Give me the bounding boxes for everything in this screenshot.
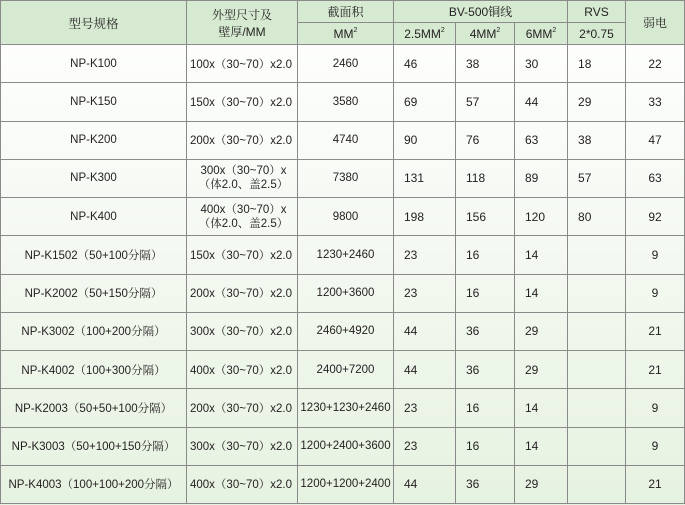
table-row bbox=[1, 45, 685, 83]
cell-dimension-line: 300x（30~70）x2.0 bbox=[190, 326, 292, 339]
cell-bv-4: 118 bbox=[456, 159, 515, 197]
header-rvs-sub: 2*0.75 bbox=[568, 23, 626, 45]
cell-bv-4: 16 bbox=[456, 389, 515, 427]
bv-6-label: 6MM bbox=[525, 26, 553, 41]
header-bv-group: BV-500铜线 bbox=[394, 1, 568, 23]
cell-model: NP-K3003（50+100+150分隔） bbox=[1, 427, 187, 465]
table-row bbox=[1, 312, 685, 350]
cell-dimension-line: 400x（30~70）x2.0 bbox=[190, 364, 292, 377]
cell-area: 2460 bbox=[298, 45, 394, 83]
cell-weak: 9 bbox=[626, 274, 685, 312]
cell-bv-6: 63 bbox=[515, 121, 568, 159]
cell-bv-4: 76 bbox=[456, 121, 515, 159]
cell-rvs bbox=[568, 312, 626, 350]
cell-dimension bbox=[187, 274, 298, 312]
header-rvs: RVS bbox=[568, 1, 626, 23]
cell-model: NP-K400 bbox=[1, 198, 187, 236]
cell-area: 4740 bbox=[298, 121, 394, 159]
bv-4-label: 4MM bbox=[469, 26, 497, 41]
cell-dimension-line: 300x（30~70）x2.0 bbox=[190, 441, 292, 454]
cell-bv-2-5: 46 bbox=[394, 45, 456, 83]
cell-dimension bbox=[187, 351, 298, 389]
cell-bv-6: 29 bbox=[515, 351, 568, 389]
cell-bv-2-5: 23 bbox=[394, 427, 456, 465]
table-row bbox=[1, 83, 685, 121]
table-row bbox=[1, 274, 685, 312]
header-bv-2-5 bbox=[394, 23, 456, 45]
cell-dimension-line: 300x（30~70）x bbox=[200, 165, 287, 178]
table-row bbox=[1, 121, 685, 159]
header-area-unit bbox=[298, 23, 394, 45]
cell-weak: 47 bbox=[626, 121, 685, 159]
table-row bbox=[1, 198, 685, 236]
cell-bv-4: 36 bbox=[456, 351, 515, 389]
cell-weak: 92 bbox=[626, 198, 685, 236]
cell-dimension-line: 100x（30~70）x2.0 bbox=[190, 58, 292, 71]
cell-dimension-line: 200x（30~70）x2.0 bbox=[190, 288, 292, 301]
cell-bv-6: 14 bbox=[515, 389, 568, 427]
cell-model: NP-K200 bbox=[1, 121, 187, 159]
cell-weak: 21 bbox=[626, 312, 685, 350]
cell-dimension bbox=[187, 121, 298, 159]
header-dimension bbox=[187, 1, 298, 45]
header-dimension-line2: 壁厚/MM bbox=[218, 24, 266, 39]
cell-bv-2-5: 23 bbox=[394, 274, 456, 312]
header-weak: 弱电 bbox=[626, 1, 685, 45]
bv-2-5-label: 2.5MM bbox=[404, 26, 441, 41]
bv-2-5-sup: 2 bbox=[440, 26, 445, 34]
cell-bv-2-5: 23 bbox=[394, 389, 456, 427]
cell-bv-4: 38 bbox=[456, 45, 515, 83]
cell-bv-4: 16 bbox=[456, 274, 515, 312]
cell-bv-4: 36 bbox=[456, 465, 515, 503]
cell-dimension bbox=[187, 198, 298, 236]
cell-rvs: 18 bbox=[568, 45, 626, 83]
cell-dimension-line: 400x（30~70）x2.0 bbox=[190, 479, 292, 492]
table-row bbox=[1, 351, 685, 389]
cell-area: 1200+2400+3600 bbox=[298, 427, 394, 465]
table-row bbox=[1, 427, 685, 465]
cell-bv-2-5: 131 bbox=[394, 159, 456, 197]
cell-model: NP-K2003（50+50+100分隔） bbox=[1, 389, 187, 427]
cell-weak: 21 bbox=[626, 465, 685, 503]
cell-model: NP-K1502（50+100分隔） bbox=[1, 236, 187, 274]
cell-bv-6: 14 bbox=[515, 236, 568, 274]
cell-bv-4: 156 bbox=[456, 198, 515, 236]
cell-bv-6: 89 bbox=[515, 159, 568, 197]
cell-area: 1200+3600 bbox=[298, 274, 394, 312]
cell-dimension bbox=[187, 83, 298, 121]
cell-dimension bbox=[187, 389, 298, 427]
cell-area: 1230+2460 bbox=[298, 236, 394, 274]
cell-bv-6: 14 bbox=[515, 274, 568, 312]
cell-dimension bbox=[187, 159, 298, 197]
cell-bv-2-5: 44 bbox=[394, 312, 456, 350]
cell-area: 2400+7200 bbox=[298, 351, 394, 389]
cell-weak: 21 bbox=[626, 351, 685, 389]
cell-bv-6: 44 bbox=[515, 83, 568, 121]
spec-table-body bbox=[1, 45, 685, 504]
cell-dimension-line: 400x（30~70）x bbox=[200, 203, 287, 216]
cell-model: NP-K300 bbox=[1, 159, 187, 197]
cell-area: 7380 bbox=[298, 159, 394, 197]
cell-weak: 22 bbox=[626, 45, 685, 83]
cell-bv-6: 14 bbox=[515, 427, 568, 465]
cell-model: NP-K4002（100+300分隔） bbox=[1, 351, 187, 389]
cell-dimension-line: （体2.0、盖2.5） bbox=[198, 179, 289, 192]
cell-bv-4: 16 bbox=[456, 427, 515, 465]
cell-rvs bbox=[568, 389, 626, 427]
cell-dimension-line: 150x（30~70）x2.0 bbox=[190, 249, 292, 262]
table-row bbox=[1, 236, 685, 274]
cell-model: NP-K3002（100+200分隔） bbox=[1, 312, 187, 350]
cell-model: NP-K2002（50+150分隔） bbox=[1, 274, 187, 312]
cell-rvs bbox=[568, 351, 626, 389]
cell-model: NP-K100 bbox=[1, 45, 187, 83]
cell-weak: 33 bbox=[626, 83, 685, 121]
cell-bv-2-5: 44 bbox=[394, 465, 456, 503]
cell-model: NP-K150 bbox=[1, 83, 187, 121]
cell-bv-4: 16 bbox=[456, 236, 515, 274]
cell-bv-6: 30 bbox=[515, 45, 568, 83]
table-row bbox=[1, 159, 685, 197]
bv-6-sup: 2 bbox=[552, 26, 557, 34]
cell-rvs bbox=[568, 236, 626, 274]
cell-dimension bbox=[187, 312, 298, 350]
cell-bv-2-5: 44 bbox=[394, 351, 456, 389]
cell-weak: 63 bbox=[626, 159, 685, 197]
area-unit-sup: 2 bbox=[353, 26, 358, 34]
cell-weak: 9 bbox=[626, 236, 685, 274]
header-area: 截面积 bbox=[298, 1, 394, 23]
cell-weak: 9 bbox=[626, 427, 685, 465]
cell-bv-2-5: 69 bbox=[394, 83, 456, 121]
cell-dimension bbox=[187, 236, 298, 274]
cell-bv-6: 29 bbox=[515, 465, 568, 503]
cell-dimension bbox=[187, 45, 298, 83]
cell-dimension-line: 150x（30~70）x2.0 bbox=[190, 96, 292, 109]
cell-bv-6: 120 bbox=[515, 198, 568, 236]
cell-bv-4: 36 bbox=[456, 312, 515, 350]
cell-bv-2-5: 23 bbox=[394, 236, 456, 274]
cell-area: 3580 bbox=[298, 83, 394, 121]
cell-rvs bbox=[568, 274, 626, 312]
header-bv-4 bbox=[456, 23, 515, 45]
cell-dimension-line: （体2.0、盖2.5） bbox=[198, 217, 289, 230]
cell-rvs bbox=[568, 465, 626, 503]
cell-area: 2460+4920 bbox=[298, 312, 394, 350]
header-bv-6 bbox=[515, 23, 568, 45]
cell-weak: 9 bbox=[626, 389, 685, 427]
header-dimension-line1: 外型尺寸及 bbox=[211, 7, 272, 22]
cell-bv-4: 57 bbox=[456, 83, 515, 121]
cell-bv-2-5: 198 bbox=[394, 198, 456, 236]
cell-rvs: 57 bbox=[568, 159, 626, 197]
area-unit-text: MM bbox=[333, 26, 354, 41]
bv-4-sup: 2 bbox=[496, 26, 501, 34]
cell-bv-6: 29 bbox=[515, 312, 568, 350]
cell-rvs: 38 bbox=[568, 121, 626, 159]
cell-model: NP-K4003（100+100+200分隔） bbox=[1, 465, 187, 503]
cell-dimension-line: 200x（30~70）x2.0 bbox=[190, 135, 292, 148]
cell-dimension bbox=[187, 465, 298, 503]
cell-dimension bbox=[187, 427, 298, 465]
cell-rvs: 80 bbox=[568, 198, 626, 236]
cell-rvs: 29 bbox=[568, 83, 626, 121]
cell-rvs bbox=[568, 427, 626, 465]
cell-area: 9800 bbox=[298, 198, 394, 236]
cell-area: 1200+1200+2400 bbox=[298, 465, 394, 503]
cell-bv-2-5: 90 bbox=[394, 121, 456, 159]
cell-dimension-line: 200x（30~70）x2.0 bbox=[190, 402, 292, 415]
header-model: 型号规格 bbox=[1, 1, 187, 45]
table-row bbox=[1, 465, 685, 503]
cell-area: 1230+1230+2460 bbox=[298, 389, 394, 427]
table-row bbox=[1, 389, 685, 427]
